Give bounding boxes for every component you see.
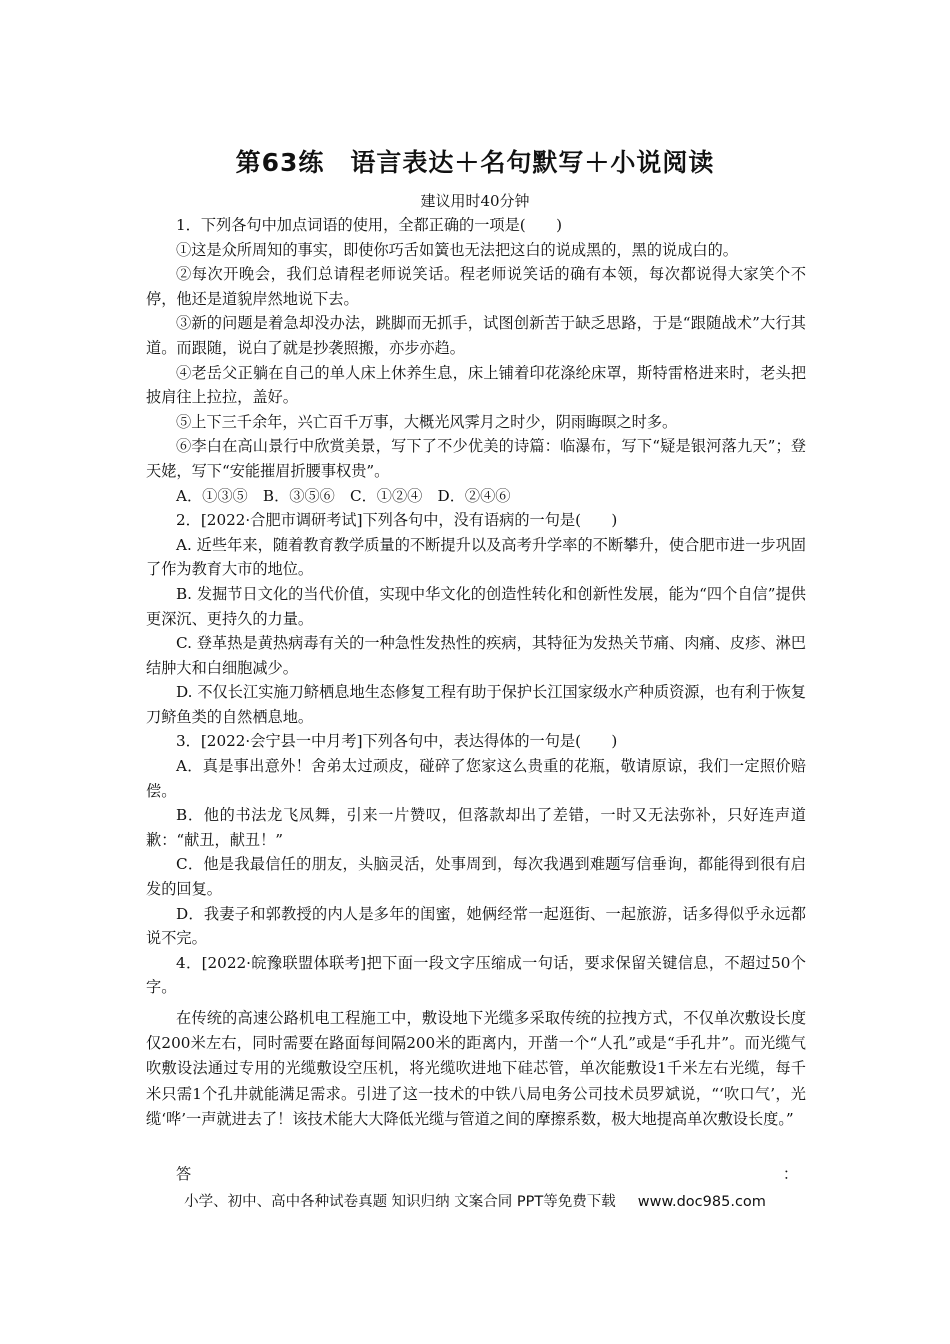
question-4-passage: 在传统的高速公路机电工程施工中，敷设地下光缆多采取传统的拉拽方式，不仅单次敷设长度仅200米左右，同时需要在路面每间隔200米的距离内，开凿一个“人孔”或是“手孔井”。而光缆气吹敷设法通过专用的光缆敷设空压机，将光缆吹进地下硅芯管，单次能敷设1千米左右光缆，每千米只需1个孔井就能满足需求。引进了这一技术的中铁八局电务公司技术员罗斌说，“‘吹口气’，光缆‘哗’一声就进去了！该技术能大大降低光缆与管道之间的摩擦系数，极大地提高单次敷设长度。” [146,1009,806,1128]
suggested-time: 建议用时40分钟 [420,192,530,210]
question-1-item: ②每次开晚会，我们总请程老师说笑话。程老师说笑话的确有本领，每次都说得大家笑个不停，他还是道貌岸然地说下去。 [146,265,806,308]
page-title: 第63练 语言表达＋名句默写＋小说阅读 [235,148,715,177]
question-4-passage-block [146,1006,806,1132]
question-1-item: ③新的问题是着急却没办法，跳脚而无抓手，试图创新苦于缺乏思路，于是“跟随战术”大行其道。而跟随，说白了就是抄袭照搬，亦步亦趋。 [146,314,806,357]
footer-text: 小学、初中、高中各种试卷真题 知识归纳 文案合同 PPT等免费下载 [184,1194,616,1210]
question-content [146,213,806,1132]
question-3-option: B．他的书法龙飞凤舞，引来一片赞叹，但落款却出了差错，一时又无法弥补，只好连声道歉：“献丑，献丑！” [146,806,806,849]
answer-colon: ： [782,1165,798,1183]
question-1-item: ⑤上下三千余年，兴亡百千万事，大概光风霁月之时少，阴雨晦暝之时多。 [176,412,678,431]
question-1-stem: 1．下列各句中加点词语的使用，全都正确的一项是( ) [176,216,563,234]
footer [0,1190,950,1211]
question-1-item: ④老岳父正躺在自己的单人床上休养生息，床上铺着印花涤纶床罩，斯特雷格进来时，老头把披肩往上拉拉，盖好。 [146,363,806,407]
footer-site-link[interactable]: www.doc985.com [637,1194,766,1210]
question-1-item: ⑥李白在高山景行中欣赏美景，写下了不少优美的诗篇：临瀑布，写下“疑是银河落九天”；登天姥，写下“安能摧眉折腰事权贵”。 [146,437,806,480]
question-3-option: D．我妻子和郭教授的内人是多年的闺蜜，她俩经常一起逛街、一起旅游，话多得似乎永远都说不完。 [146,904,806,948]
question-2-option: A. 近些年来，随着教育教学质量的不断提升以及高考升学率的不断攀升，使合肥市进一步巩固了作为教育大市的地位。 [146,535,806,579]
question-2-option: C. 登革热是黄热病毒有关的一种急性发热性的疾病，其特征为发热关节痛、肉痛、皮疹、淋巴结肿大和白细胞减少。 [146,634,806,677]
answer-line[interactable] [176,1163,798,1184]
question-1-item: ①这是众所周知的事实，即使你巧舌如簧也无法把这白的说成黑的，黑的说成白的。 [176,240,738,259]
question-4-stem: 4．[2022·皖豫联盟体联考]把下面一段文字压缩成一句话，要求保留关键信息，不超过50个字。 [146,953,806,997]
question-3-option: A．真是事出意外！舍弟太过顽皮，碰碎了您家这么贵重的花瓶，敬请原谅，我们一定照价赔偿。 [146,757,806,800]
question-2-option: D. 不仅长江实施刀鲚栖息地生态修复工程有助于保护长江国家级水产种质资源，也有利于恢复刀鲚鱼类的自然栖息地。 [146,683,806,726]
answer-label: 答 [176,1165,192,1183]
question-2-stem: 2．[2022·合肥市调研考试]下列各句中，没有语病的一句是( ) [176,511,618,530]
question-1-options: A．①③⑤ B．③⑤⑥ C．①②④ D．②④⑥ [176,486,511,505]
question-3-option: C．他是我最信任的朋友，头脑灵活，处事周到，每次我遇到难题写信垂询，都能得到很有启发的回复。 [146,855,806,899]
question-2-option: B. 发掘节日文化的当代价值，实现中华文化的创造性转化和创新性发展，能为“四个自信”提供更深沉、更持久的力量。 [146,584,806,628]
question-3-stem: 3．[2022·会宁县一中月考]下列各句中，表达得体的一句是( ) [176,732,618,751]
